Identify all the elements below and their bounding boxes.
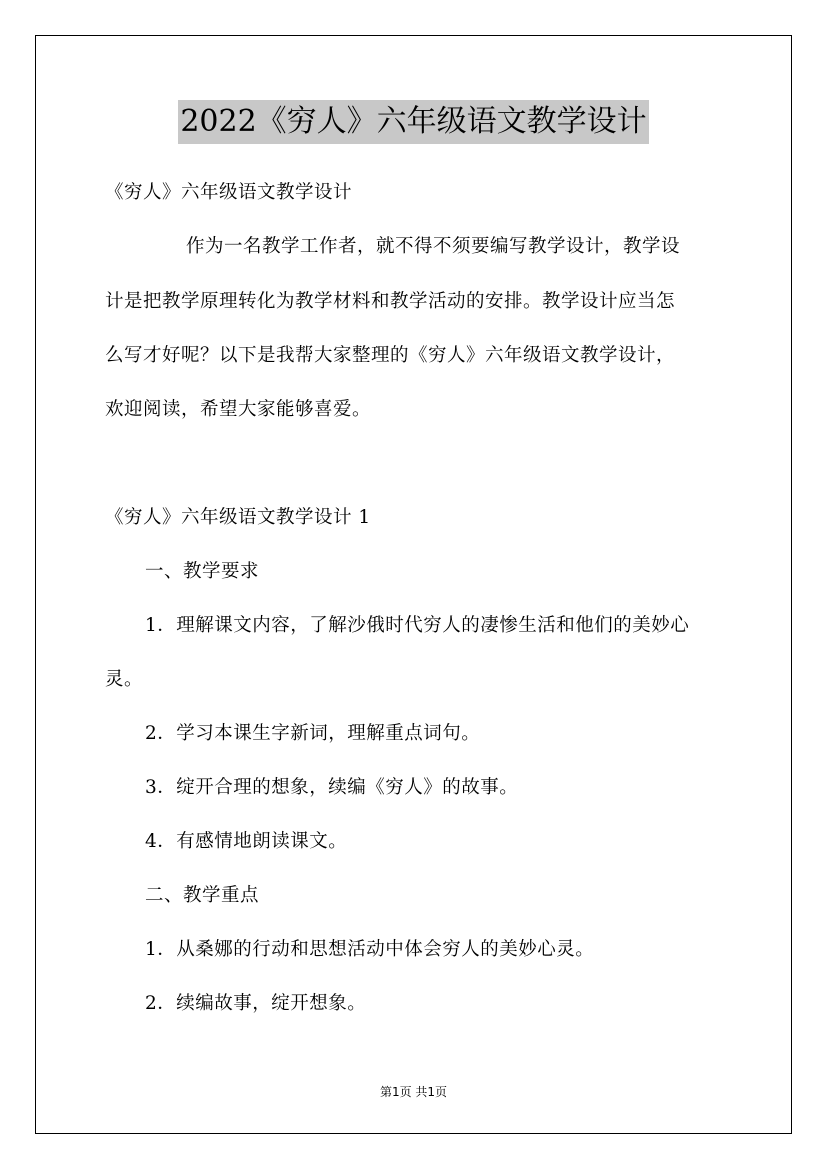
key-points-heading: 二、教学重点: [145, 885, 260, 906]
intro-line-2: 计是把教学原理转化为教学材料和教学活动的安排。教学设计应当怎: [105, 291, 676, 312]
requirement-item-3: 3．绽开合理的想象，续编《穷人》的故事。: [145, 777, 519, 798]
requirement-item-1: 1．理解课文内容，了解沙俄时代穷人的凄惨生活和他们的美妙心: [145, 615, 690, 636]
page-footer: 第1页 共1页: [379, 1085, 448, 1099]
requirement-item-4: 4．有感情地朗读课文。: [145, 831, 348, 852]
title-container: [0, 100, 827, 144]
requirement-item-1-continued: 灵。: [105, 669, 144, 690]
intro-line-4: 欢迎阅读，希望大家能够喜爱。: [105, 399, 372, 420]
intro-line-1: 作为一名教学工作者，就不得不须要编写教学设计，教学设: [186, 236, 681, 257]
document-subtitle: 《穷人》六年级语文教学设计: [105, 182, 353, 203]
document-title: 2022《穷人》六年级语文教学设计: [178, 100, 648, 144]
requirements-heading: 一、教学要求: [145, 561, 260, 582]
section-heading: 《穷人》六年级语文教学设计 1: [105, 507, 371, 528]
requirement-item-2: 2．学习本课生字新词，理解重点词句。: [145, 723, 481, 744]
intro-line-3: 么写才好呢？以下是我帮大家整理的《穷人》六年级语文教学设计，: [105, 345, 676, 366]
key-point-item-2: 2．续编故事，绽开想象。: [145, 993, 367, 1014]
key-point-item-1: 1．从桑娜的行动和思想活动中体会穷人的美妙心灵。: [145, 939, 595, 960]
